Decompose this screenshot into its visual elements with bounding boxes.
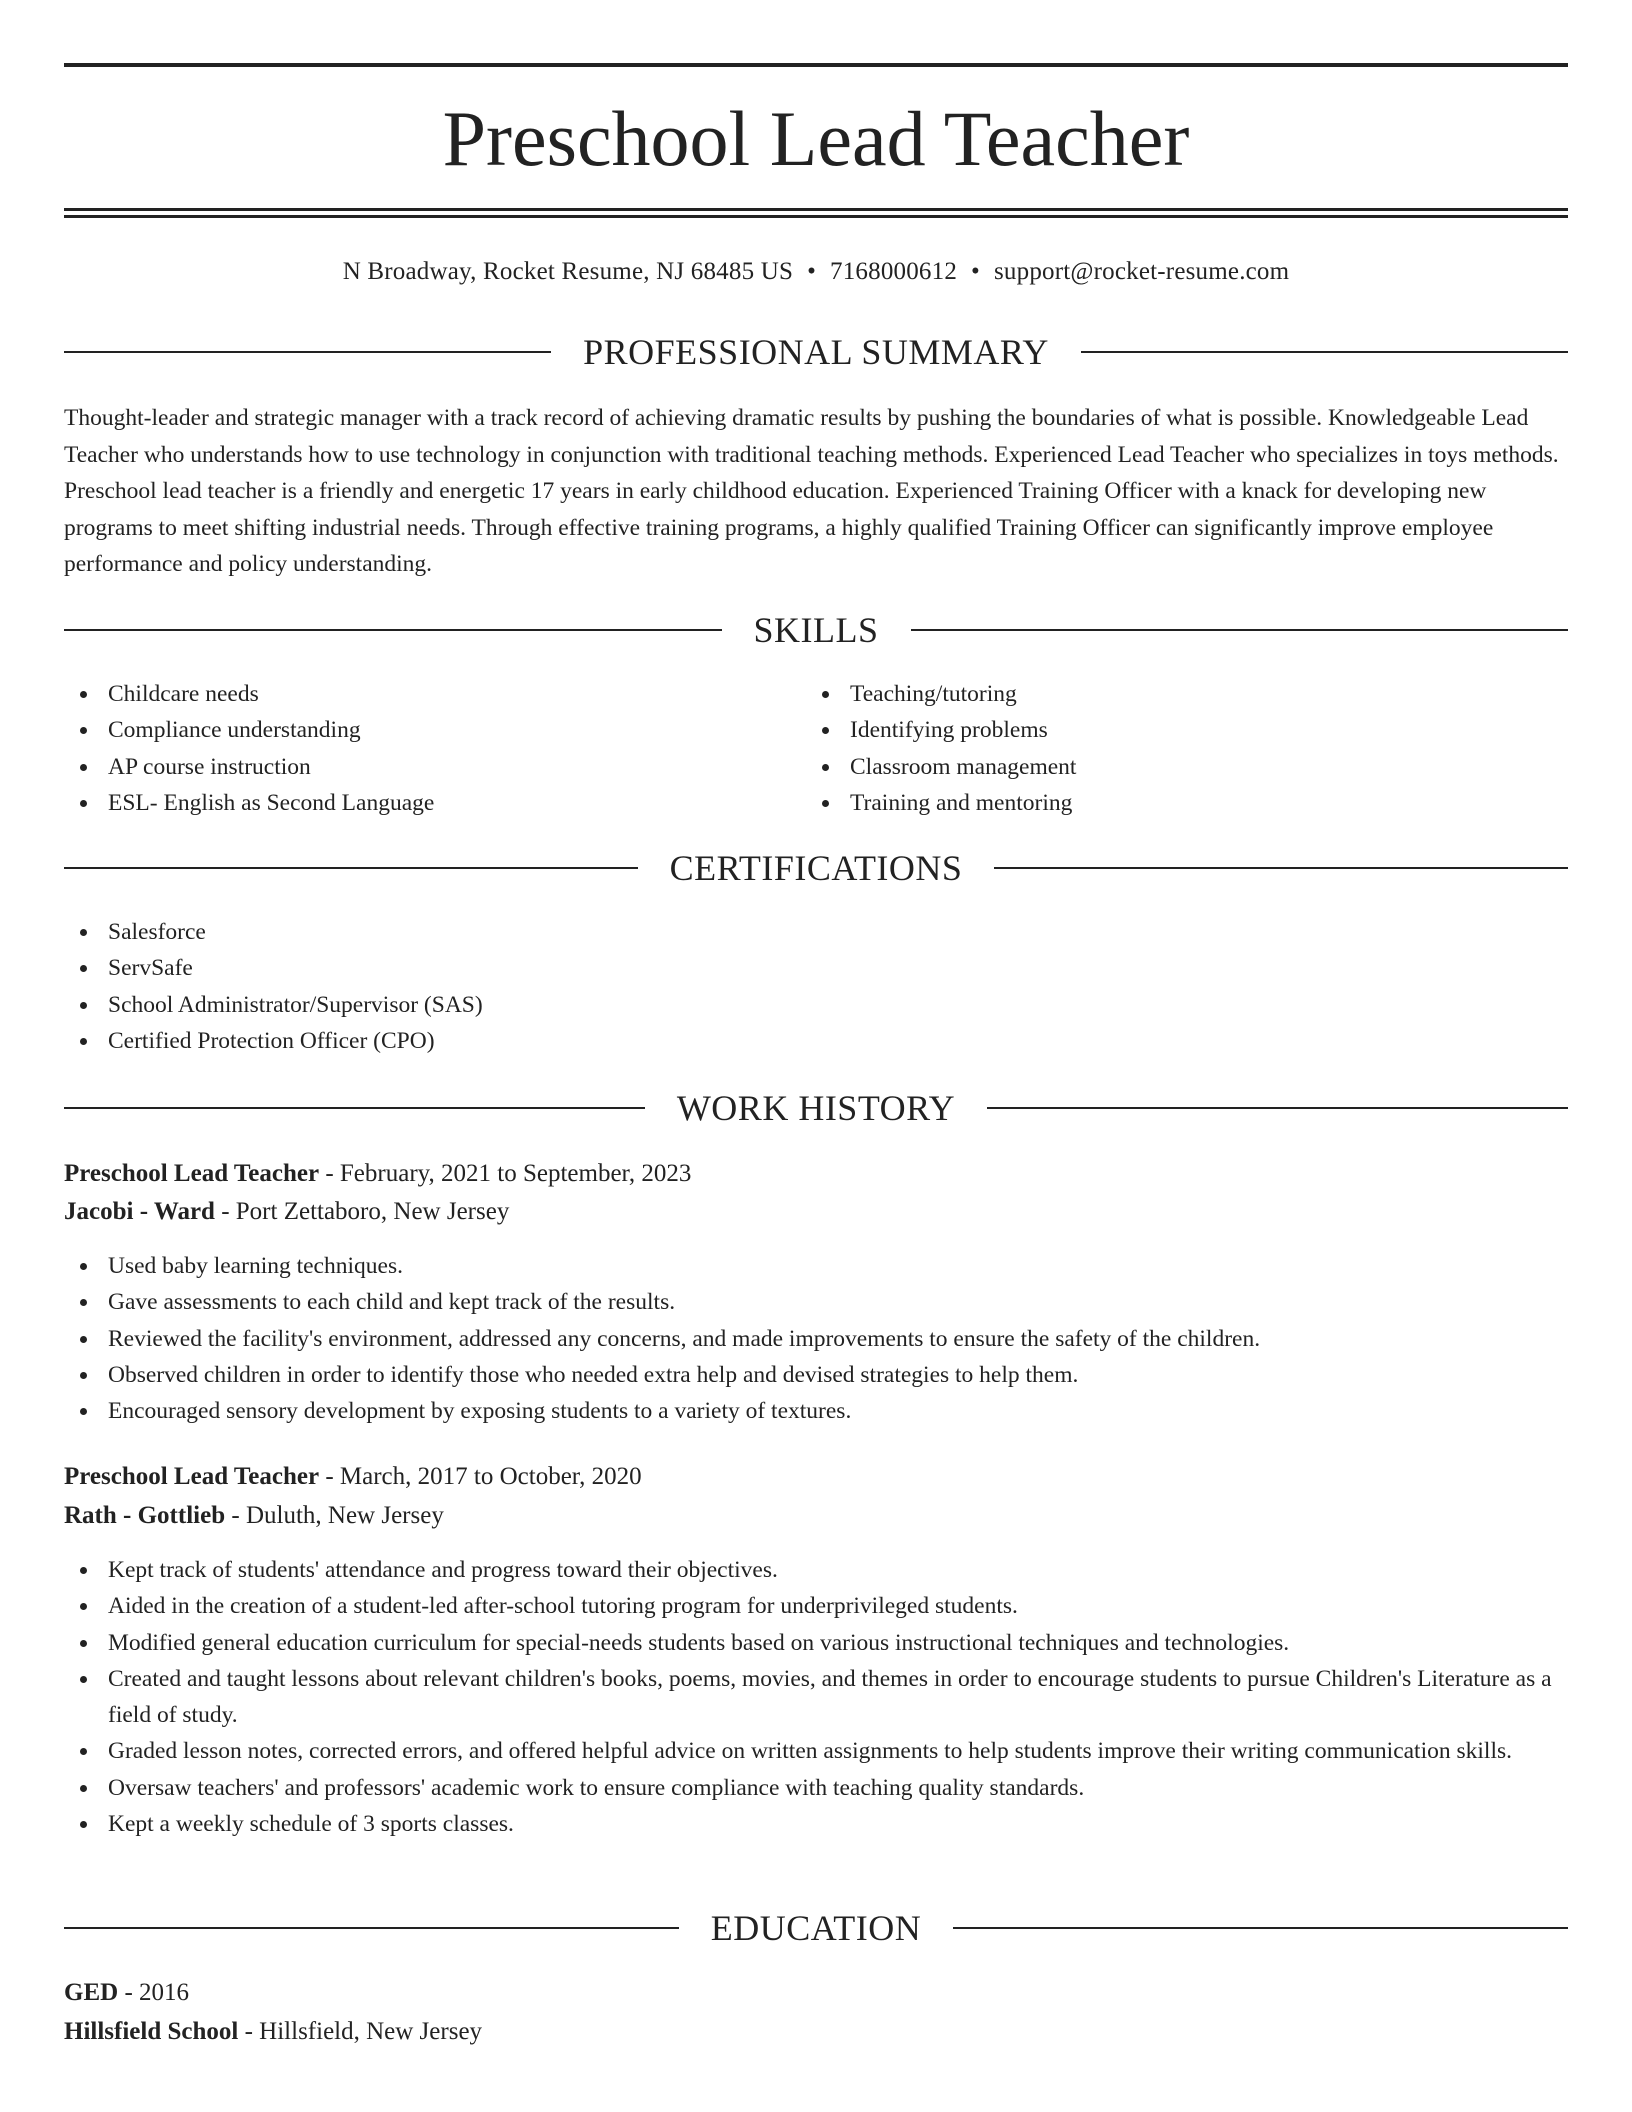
education-location: Hillsfield, New Jersey <box>259 2018 483 2045</box>
heading-rule <box>953 1927 1568 1929</box>
skills-list-right <box>806 676 1506 821</box>
heading-rule <box>987 1107 1568 1109</box>
job-location: Duluth, New Jersey <box>245 1502 444 1529</box>
skill-item: Identifying problems <box>806 712 1506 748</box>
duty-item: Reviewed the facility's environment, addressed any concerns, and made improvements to ensure the safety of the children. <box>64 1321 1568 1357</box>
heading-rule <box>64 351 551 353</box>
education-year: 2016 <box>139 1979 190 2006</box>
skill-item: AP course instruction <box>64 749 764 785</box>
duty-item: Used baby learning techniques. <box>64 1248 1568 1284</box>
job-location: Port Zettaboro, New Jersey <box>235 1198 510 1225</box>
skills-list-left <box>64 676 764 821</box>
duty-item: Encouraged sensory development by exposing students to a variety of textures. <box>64 1393 1568 1429</box>
heading-rule <box>64 629 722 631</box>
header-rule-lower <box>64 215 1568 218</box>
section-title: PROFESSIONAL SUMMARY <box>583 332 1049 372</box>
duty-item: Gave assessments to each child and kept track of the results. <box>64 1284 1568 1320</box>
education-degree-line: GED - 2016 <box>64 1979 190 2006</box>
education-school-line: Hillsfield School - Hillsfield, New Jersey <box>64 2018 483 2045</box>
job-duties-list <box>64 1248 1568 1429</box>
job-company-line: Rath - Gottlieb - Duluth, New Jersey <box>64 1502 444 1529</box>
duty-item: Kept a weekly schedule of 3 sports classes. <box>64 1806 1568 1842</box>
certification-item: Certified Protection Officer (CPO) <box>64 1023 1568 1059</box>
job-company-line: Jacobi - Ward - Port Zettaboro, New Jersey <box>64 1198 510 1225</box>
section-heading-education <box>64 1906 1568 1950</box>
skill-item: Compliance understanding <box>64 712 764 748</box>
contact-line <box>64 254 1568 290</box>
job-title: Preschool Lead Teacher <box>64 1463 320 1490</box>
section-title: CERTIFICATIONS <box>669 848 963 888</box>
skill-item: Training and mentoring <box>806 785 1506 821</box>
duty-item: Graded lesson notes, corrected errors, and offered helpful advice on written assignments to help students improve their writing communication skills. <box>64 1733 1568 1769</box>
heading-rule <box>1081 351 1568 353</box>
heading-rule <box>994 867 1568 869</box>
section-heading-summary <box>64 330 1568 374</box>
duty-item: Created and taught lessons about relevant children's books, poems, movies, and themes in order to encourage students to pursue Children's Literature as a field of study. <box>64 1661 1568 1734</box>
skill-item: Childcare needs <box>64 676 764 712</box>
skill-item: Classroom management <box>806 749 1506 785</box>
job-duties-list <box>64 1552 1568 1842</box>
heading-rule <box>64 1927 679 1929</box>
job-dates: February, 2021 to September, 2023 <box>339 1160 692 1187</box>
duty-item: Aided in the creation of a student-led after-school tutoring program for underprivileged students. <box>64 1588 1568 1624</box>
education-degree: GED <box>64 1979 119 2006</box>
summary-text: Thought-leader and strategic manager with a track record of achieving dramatic results by pushing the boundaries of what is possible. Knowledgeable Lead Teacher who understands how to use technology in conjunction with traditional teaching methods. Experienced Lead Teacher who specializes in toys methods. Preschool lead teacher is a friendly and energetic 17 years in early childhood education. Experienced Training Officer with a knack for developing new programs to meet shifting industrial needs. Through effective training programs, a highly qualified Training Officer can significantly improve employee performance and policy understanding. <box>64 405 1559 577</box>
top-rule <box>64 63 1568 67</box>
skill-item: ESL- English as Second Language <box>64 785 764 821</box>
section-title: EDUCATION <box>710 1908 922 1948</box>
contact-separator: • <box>971 258 980 285</box>
contact-email: support@rocket-resume.com <box>993 258 1290 285</box>
certification-item: Salesforce <box>64 914 1568 950</box>
section-title: SKILLS <box>753 610 879 650</box>
section-heading-certifications <box>64 846 1568 890</box>
job-company: Rath - Gottlieb <box>64 1502 226 1529</box>
heading-rule <box>911 629 1569 631</box>
duty-item: Oversaw teachers' and professors' academic work to ensure compliance with teaching quality standards. <box>64 1770 1568 1806</box>
skill-item: Teaching/tutoring <box>806 676 1506 712</box>
contact-separator: • <box>807 258 817 285</box>
heading-rule <box>64 867 638 869</box>
certifications-list <box>64 914 1568 1059</box>
section-title: WORK HISTORY <box>676 1088 956 1128</box>
section-heading-skills <box>64 608 1568 652</box>
job-title-line: Preschool Lead Teacher - February, 2021 to September, 2023 <box>64 1160 692 1187</box>
certification-item: ServSafe <box>64 950 1568 986</box>
job-title: Preschool Lead Teacher <box>64 1160 320 1187</box>
job-dates: March, 2017 to October, 2020 <box>339 1463 642 1490</box>
contact-phone: 7168000612 <box>830 258 958 285</box>
duty-item: Kept track of students' attendance and progress toward their objectives. <box>64 1552 1568 1588</box>
resume-name: Preschool Lead Teacher <box>442 95 1190 182</box>
heading-rule <box>64 1107 645 1109</box>
duty-item: Modified general education curriculum for special-needs students based on various instructional techniques and technologies. <box>64 1625 1568 1661</box>
job-title-line: Preschool Lead Teacher - March, 2017 to October, 2020 <box>64 1463 642 1490</box>
header-rule-upper <box>64 208 1568 211</box>
section-heading-work-history <box>64 1086 1568 1130</box>
contact-address: N Broadway, Rocket Resume, NJ 68485 US <box>342 258 794 285</box>
certification-item: School Administrator/Supervisor (SAS) <box>64 987 1568 1023</box>
duty-item: Observed children in order to identify those who needed extra help and devised strategies to help them. <box>64 1357 1568 1393</box>
education-school: Hillsfield School <box>64 2018 239 2045</box>
job-company: Jacobi - Ward <box>64 1198 215 1225</box>
